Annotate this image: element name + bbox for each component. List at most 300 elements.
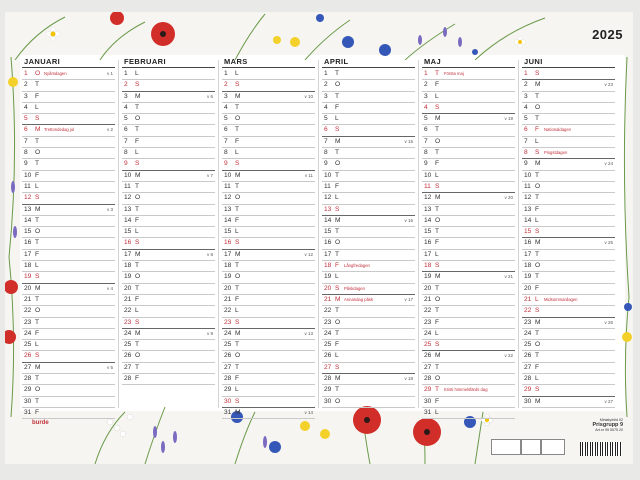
weekday-letter: L (135, 228, 139, 236)
weekday-letter: O (135, 194, 141, 202)
week-number: v 17 (404, 296, 413, 302)
day-row (522, 125, 615, 136)
weekday-letter: S (335, 205, 340, 213)
day-row (422, 340, 515, 351)
day-row (22, 363, 115, 374)
day-number: 23 (24, 318, 32, 326)
day-row (522, 69, 615, 80)
weekday-letter: F (35, 250, 40, 258)
week-number: v 11 (304, 172, 313, 178)
weekday-letter: O (235, 273, 241, 281)
day-number: 7 (224, 137, 228, 145)
weekday-letter: O (35, 307, 41, 315)
weekday-letter: L (435, 171, 439, 179)
weekday-letter: S (35, 352, 40, 360)
day-number: 23 (324, 318, 332, 326)
day-number: 19 (524, 273, 532, 281)
month-column (422, 57, 515, 419)
day-row (22, 171, 115, 182)
day-row (222, 318, 315, 329)
day-number: 25 (324, 341, 332, 349)
weekday-letter: L (235, 307, 239, 315)
recycling-label-icon (491, 439, 521, 455)
day-number: 13 (424, 205, 432, 213)
day-number: 18 (324, 262, 332, 270)
weekday-letter: M (35, 363, 41, 371)
day-row (322, 397, 415, 408)
day-row (22, 159, 115, 170)
day-number: 23 (224, 318, 232, 326)
day-row (22, 272, 115, 283)
cornflower-icon (316, 14, 391, 56)
week-number: v 19 (504, 116, 513, 122)
day-number: 17 (424, 250, 432, 258)
day-row (22, 329, 115, 340)
day-row (122, 238, 215, 249)
day-number: 13 (124, 205, 132, 213)
day-number: 20 (24, 284, 32, 292)
weekday-letter: O (235, 115, 241, 123)
fsc-label-icon (541, 439, 565, 455)
weekday-letter: T (35, 239, 40, 247)
weekday-letter: O (35, 228, 41, 236)
day-number: 11 (24, 182, 31, 190)
day-row (22, 69, 115, 80)
day-row (422, 205, 515, 216)
day-row (522, 205, 615, 216)
day-row (522, 148, 615, 159)
weekday-letter: F (135, 216, 140, 224)
weekday-letter: O (35, 149, 41, 157)
weekday-letter: M (535, 160, 541, 168)
day-row (422, 250, 515, 261)
day-row (222, 385, 315, 396)
weekday-letter: M (135, 329, 141, 337)
day-number: 6 (324, 126, 328, 134)
weekday-letter: S (235, 160, 240, 168)
weekday-letter: T (135, 126, 140, 134)
weekday-letter: L (435, 250, 439, 258)
weekday-letter: M (435, 115, 441, 123)
weekday-letter: S (35, 115, 40, 123)
day-row (422, 193, 515, 204)
month-underline (22, 67, 115, 68)
weekday-letter: F (335, 103, 340, 111)
day-number: 7 (524, 137, 528, 145)
month-underline (222, 67, 315, 68)
day-row (122, 148, 215, 159)
day-number: 14 (24, 216, 32, 224)
poppy-icon (110, 12, 124, 25)
weekday-letter: O (235, 352, 241, 360)
day-row (422, 363, 515, 374)
weekday-letter: T (35, 137, 40, 145)
day-number: 10 (524, 171, 532, 179)
day-row (522, 238, 615, 249)
holiday-name: Långfredagen (344, 263, 370, 269)
day-number: 6 (224, 126, 228, 134)
weekday-letter: O (535, 103, 541, 111)
weekday-letter: M (35, 284, 41, 292)
weekday-letter: S (435, 262, 440, 270)
day-row (422, 397, 515, 408)
day-number: 5 (524, 115, 528, 123)
day-number: 27 (124, 363, 132, 371)
weekday-letter: T (435, 363, 440, 371)
weekday-letter: F (335, 341, 340, 349)
day-number: 11 (224, 182, 231, 190)
day-row (322, 205, 415, 216)
weekday-letter: T (235, 103, 240, 111)
week-number: v 27 (604, 398, 613, 404)
day-number: 21 (424, 295, 432, 303)
day-row (522, 284, 615, 295)
day-number: 3 (24, 92, 28, 100)
day-number: 11 (124, 182, 131, 190)
day-number: 22 (524, 307, 532, 315)
day-number: 4 (324, 103, 328, 111)
weekday-letter: S (535, 149, 540, 157)
day-row (122, 205, 215, 216)
weekday-letter: L (335, 273, 339, 281)
day-number: 16 (524, 239, 532, 247)
day-number: 5 (124, 115, 128, 123)
day-row (322, 329, 415, 340)
weekday-letter: F (235, 375, 240, 383)
day-row (122, 295, 215, 306)
day-row (22, 80, 115, 91)
day-row (422, 92, 515, 103)
day-row (122, 306, 215, 317)
weekday-letter: S (435, 182, 440, 190)
day-number: 4 (424, 103, 428, 111)
weekday-letter: O (335, 318, 341, 326)
weekday-letter: S (535, 307, 540, 315)
barcode-icon (580, 442, 622, 456)
day-number: 13 (324, 205, 332, 213)
week-number: v 1 (106, 71, 113, 76)
day-number: 18 (524, 262, 532, 270)
day-number: 13 (24, 205, 32, 213)
day-row (422, 103, 515, 114)
weekday-letter: S (135, 81, 140, 89)
day-row (122, 329, 215, 340)
weekday-letter: M (235, 250, 241, 258)
weekday-letter: M (335, 295, 341, 303)
day-row (422, 148, 515, 159)
weekday-letter: T (135, 262, 140, 270)
day-row (322, 351, 415, 362)
flower-border-right (619, 57, 633, 417)
weekday-letter: O (135, 115, 141, 123)
weekday-letter: T (135, 363, 140, 371)
flower-border-top (5, 12, 633, 60)
day-row (522, 295, 615, 306)
day-row (322, 374, 415, 385)
product-info (592, 418, 623, 432)
day-number: 31 (24, 408, 32, 416)
day-row (122, 92, 215, 103)
day-row (422, 329, 515, 340)
day-number: 5 (424, 115, 428, 123)
day-row (522, 351, 615, 362)
weekday-letter: F (435, 318, 440, 326)
weekday-letter: L (535, 295, 539, 303)
day-row (522, 272, 615, 283)
month-underline (322, 67, 415, 68)
day-row (22, 318, 115, 329)
weekday-letter: F (535, 205, 540, 213)
day-number: 28 (224, 375, 232, 383)
day-number: 17 (124, 250, 132, 258)
day-row (422, 408, 515, 419)
day-number: 26 (424, 352, 432, 360)
day-row (322, 318, 415, 329)
day-row (222, 114, 315, 125)
day-row (222, 193, 315, 204)
weekday-letter: S (35, 194, 40, 202)
buttercup-icon (8, 77, 18, 87)
weekday-letter: S (435, 103, 440, 111)
week-number: v 26 (604, 319, 613, 325)
week-number: v 25 (604, 240, 613, 246)
day-row (522, 250, 615, 261)
weekday-letter: F (135, 375, 140, 383)
day-row (222, 295, 315, 306)
weekday-letter: O (535, 182, 541, 190)
weekday-letter: T (335, 70, 340, 77)
weekday-letter: O (35, 70, 41, 77)
day-row (422, 295, 515, 306)
day-row (222, 340, 315, 351)
day-number: 14 (124, 216, 132, 224)
day-number: 6 (424, 126, 428, 134)
month-column (122, 57, 215, 385)
weekday-letter: F (435, 239, 440, 247)
day-number: 16 (224, 239, 232, 247)
day-number: 2 (124, 81, 128, 89)
weekday-letter: L (35, 262, 39, 270)
day-number: 31 (224, 408, 232, 416)
day-row (422, 284, 515, 295)
weekday-letter: T (235, 182, 240, 190)
day-row (122, 182, 215, 193)
day-row (522, 137, 615, 148)
day-number: 5 (24, 115, 28, 123)
weekday-letter: T (435, 307, 440, 315)
day-row (422, 137, 515, 148)
day-row (122, 137, 215, 148)
weekday-letter: T (535, 250, 540, 258)
day-number: 11 (424, 182, 431, 190)
day-row (422, 272, 515, 283)
weekday-letter: L (535, 375, 539, 383)
day-number: 17 (24, 250, 32, 258)
weekday-letter: O (335, 81, 341, 89)
product-info-line1: Miniatyrbild 02 (599, 418, 623, 422)
week-number: v 12 (304, 251, 313, 257)
weekday-letter: L (335, 352, 339, 360)
day-number: 28 (24, 375, 32, 383)
weekday-letter: T (435, 205, 440, 213)
day-number: 18 (124, 262, 132, 270)
day-number: 17 (324, 250, 332, 258)
day-row (222, 216, 315, 227)
weekday-letter: L (135, 70, 139, 77)
weekday-letter: L (435, 408, 439, 416)
day-number: 24 (224, 329, 232, 337)
day-row (22, 261, 115, 272)
month-name: APRIL (324, 57, 349, 66)
day-row (22, 238, 115, 249)
day-number: 7 (24, 137, 28, 145)
weekday-letter: T (535, 352, 540, 360)
weekday-letter: S (535, 386, 540, 394)
day-number: 21 (324, 295, 332, 303)
day-row (322, 114, 415, 125)
weekday-letter: T (135, 284, 140, 292)
day-number: 18 (24, 262, 32, 270)
weekday-letter: T (35, 318, 40, 326)
weekday-letter: T (235, 262, 240, 270)
day-row (522, 193, 615, 204)
month-name: MAJ (424, 57, 442, 66)
weekday-letter: T (235, 126, 240, 134)
day-row (222, 182, 315, 193)
month-name: JUNI (524, 57, 543, 66)
day-number: 18 (224, 262, 232, 270)
weekday-letter: T (35, 81, 40, 89)
day-row (222, 408, 315, 419)
month-name: JANUARI (24, 57, 61, 66)
weekday-letter: T (35, 295, 40, 303)
day-row (522, 216, 615, 227)
day-row (322, 216, 415, 227)
month-column (22, 57, 115, 419)
day-number: 15 (24, 228, 32, 236)
day-number: 27 (324, 363, 332, 371)
day-row (322, 284, 415, 295)
day-row (222, 397, 315, 408)
day-row (422, 114, 515, 125)
day-row (122, 69, 215, 80)
day-number: 4 (24, 103, 28, 111)
day-number: 14 (524, 216, 532, 224)
day-number: 1 (124, 70, 128, 77)
day-number: 12 (524, 194, 532, 202)
day-row (522, 329, 615, 340)
day-row (322, 193, 415, 204)
day-row (122, 125, 215, 136)
day-number: 16 (24, 239, 32, 247)
day-row (122, 374, 215, 385)
day-row (322, 159, 415, 170)
day-row (22, 397, 115, 408)
day-number: 8 (124, 149, 128, 157)
column-divider (218, 60, 219, 408)
weekday-letter: O (35, 386, 41, 394)
weekday-letter: O (435, 375, 441, 383)
weekday-letter: S (435, 341, 440, 349)
day-number: 6 (124, 126, 128, 134)
weekday-letter: F (35, 171, 40, 179)
weekday-letter: T (135, 205, 140, 213)
weekday-letter: T (235, 284, 240, 292)
day-row (122, 318, 215, 329)
day-number: 7 (324, 137, 328, 145)
week-number: v 4 (106, 285, 113, 291)
day-number: 19 (124, 273, 132, 281)
day-row (122, 261, 215, 272)
day-row (522, 374, 615, 385)
day-row (422, 227, 515, 238)
day-number: 28 (124, 375, 132, 383)
day-number: 12 (224, 194, 232, 202)
calendar-year: 2025 (592, 27, 623, 42)
week-number: v 5 (106, 364, 113, 370)
day-row (222, 125, 315, 136)
day-number: 1 (24, 70, 28, 77)
weekday-letter: O (235, 194, 241, 202)
weekday-letter: M (235, 92, 241, 100)
day-number: 20 (424, 284, 432, 292)
day-number: 29 (224, 386, 232, 394)
day-row (422, 159, 515, 170)
day-row (222, 103, 315, 114)
day-row (222, 92, 315, 103)
day-number: 8 (524, 149, 528, 157)
lavender-icon (153, 426, 267, 453)
weekday-letter: T (435, 284, 440, 292)
weekday-letter: M (35, 205, 41, 213)
day-number: 17 (224, 250, 232, 258)
day-number: 21 (524, 295, 532, 303)
day-row (322, 250, 415, 261)
day-number: 15 (524, 228, 532, 236)
weekday-letter: O (435, 137, 441, 145)
holiday-name: Nyårsdagen (44, 71, 67, 76)
day-number: 20 (224, 284, 232, 292)
day-number: 16 (324, 239, 332, 247)
day-row (222, 374, 315, 385)
weekday-letter: T (435, 70, 440, 77)
weekday-letter: F (35, 408, 40, 416)
day-row (522, 159, 615, 170)
day-row (422, 318, 515, 329)
holiday-name: Nationaldagen (544, 127, 572, 133)
weekday-letter: M (535, 397, 541, 405)
column-divider (418, 60, 419, 408)
day-number: 29 (524, 386, 532, 394)
day-number: 10 (324, 171, 332, 179)
day-row (22, 227, 115, 238)
day-number: 22 (24, 307, 32, 315)
day-number: 30 (24, 397, 32, 405)
weekday-letter: L (235, 386, 239, 394)
day-row (122, 193, 215, 204)
weekday-letter: T (335, 149, 340, 157)
weekday-letter: F (235, 216, 240, 224)
day-number: 9 (24, 160, 28, 168)
weekday-letter: S (135, 160, 140, 168)
day-number: 19 (224, 273, 232, 281)
weekday-letter: F (335, 182, 340, 190)
weekday-letter: L (335, 115, 339, 123)
day-number: 8 (224, 149, 228, 157)
weekday-letter: T (435, 149, 440, 157)
day-row (222, 329, 315, 340)
day-row (322, 137, 415, 148)
